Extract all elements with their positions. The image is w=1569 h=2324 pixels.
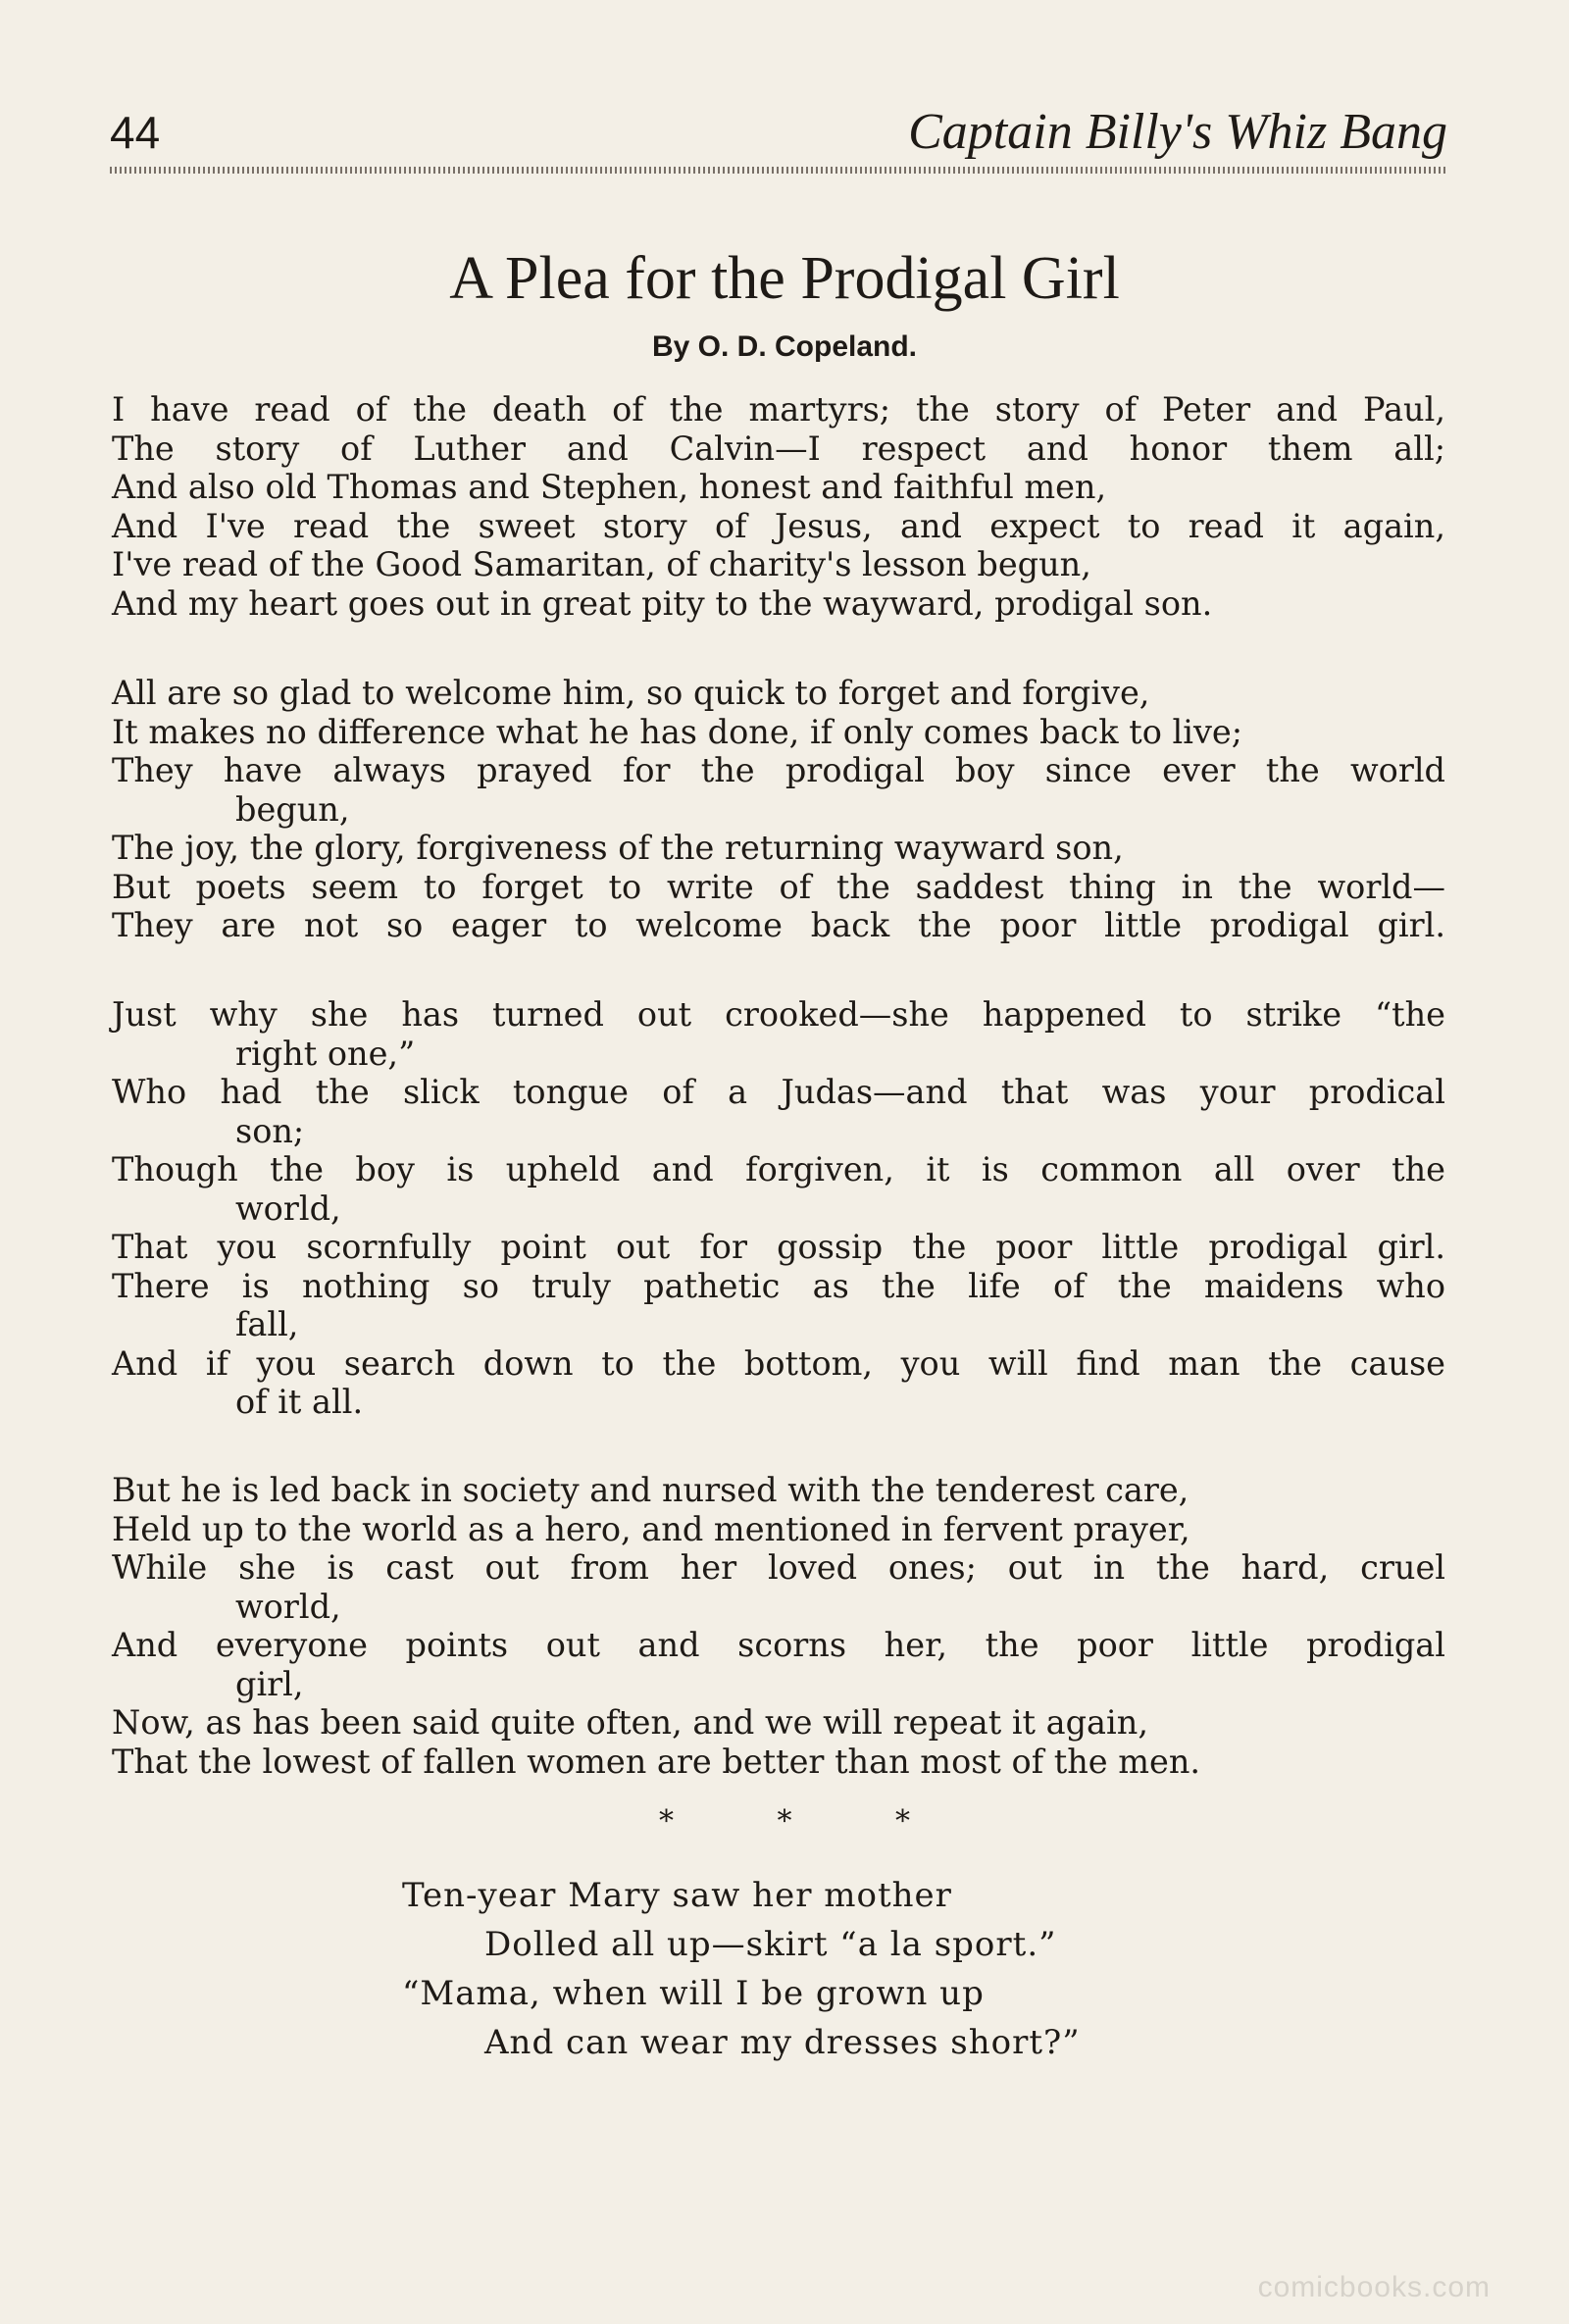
section-separator: * * * (658, 1804, 958, 1839)
poem-line: That you scornfully point out for gossip the poor little prodigal girl. (112, 1228, 1445, 1266)
poem-line: Held up to the world as a hero, and mentioned in fervent prayer, (112, 1509, 1190, 1548)
poem-line: That the lowest of fallen women are better than most of the men. (112, 1742, 1201, 1781)
magazine-title: Captain Billy's Whiz Bang (908, 104, 1447, 160)
poem-line: There is nothing so truly pathetic as the life of the maidens who (112, 1266, 1445, 1305)
header-rule (110, 167, 1447, 174)
poem-line: right one,” (235, 1034, 416, 1073)
poem-line: I've read of the Good Samaritan, of charity's lesson begun, (112, 545, 1091, 583)
poem-line: They have always prayed for the prodigal boy since ever the world (112, 751, 1445, 789)
poem-line: girl, (235, 1664, 304, 1703)
page-number: 44 (110, 107, 161, 158)
poem-line: The joy, the glory, forgiveness of the returning wayward son, (112, 829, 1124, 867)
poem-line: world, (235, 1188, 341, 1228)
byline: By O. D. Copeland. (651, 330, 918, 363)
poem-line: All are so glad to welcome him, so quick to forget and forgive, (112, 674, 1150, 712)
stanza-3 (112, 995, 1445, 1422)
poem-line: And if you search down to the bottom, you will find man the cause (112, 1343, 1445, 1383)
poem-line: I have read of the death of the martyrs; the story of Peter and Paul, (112, 390, 1445, 429)
poem-line: And everyone points out and scorns her, the poor little prodigal (112, 1626, 1445, 1664)
stanza-2 (112, 674, 1445, 945)
poem-line: world, (235, 1587, 341, 1626)
watermark: comicbooks.com (1257, 2271, 1491, 2303)
poem-line: And I've read the sweet story of Jesus, and expect to read it again, (112, 506, 1445, 545)
poem-line: And also old Thomas and Stephen, honest and faithful men, (112, 468, 1107, 506)
article-title: A Plea for the Prodigal Girl (449, 245, 1120, 312)
page-header (110, 98, 1447, 167)
poem-line: They are not so eager to welcome back the poor little prodigal girl. (112, 906, 1445, 944)
poem-line: begun, (235, 789, 350, 829)
jingle-line: “Mama, when will I be grown up (402, 1974, 985, 2013)
poem-line: And my heart goes out in great pity to the wayward, prodigal son. (112, 583, 1213, 623)
poem-line: But poets seem to forget to write of the saddest thing in the world— (112, 867, 1445, 906)
poem-line: Though the boy is upheld and forgiven, it is common all over the (112, 1150, 1445, 1188)
poem-line: It makes no difference what he has done, if only comes back to live; (112, 712, 1242, 751)
stanza-4 (112, 1471, 1445, 1781)
poem-line: Now, as has been said quite often, and we will repeat it again, (112, 1703, 1148, 1742)
poem-line: son; (235, 1111, 305, 1150)
poem-line: Who had the slick tongue of a Judas—and that was your prodical (112, 1073, 1445, 1111)
stanza-1 (112, 390, 1445, 623)
poem-line: fall, (235, 1305, 299, 1343)
poem-line: of it all. (235, 1383, 364, 1421)
jingle-line: Ten-year Mary saw her mother (402, 1876, 952, 1915)
poem-line: The story of Luther and Calvin—I respect and honor them all; (112, 429, 1445, 468)
jingle (0, 1871, 1569, 2067)
jingle-line: And can wear my dresses short?” (484, 2023, 1081, 2062)
poem-line: While she is cast out from her loved ones; out in the hard, cruel (112, 1548, 1445, 1587)
poem-line: Just why she has turned out crooked—she happened to strike “the (112, 995, 1445, 1034)
poem-line: But he is led back in society and nursed with the tenderest care, (112, 1471, 1189, 1509)
jingle-line: Dolled all up—skirt “a la sport.” (484, 1925, 1057, 1964)
